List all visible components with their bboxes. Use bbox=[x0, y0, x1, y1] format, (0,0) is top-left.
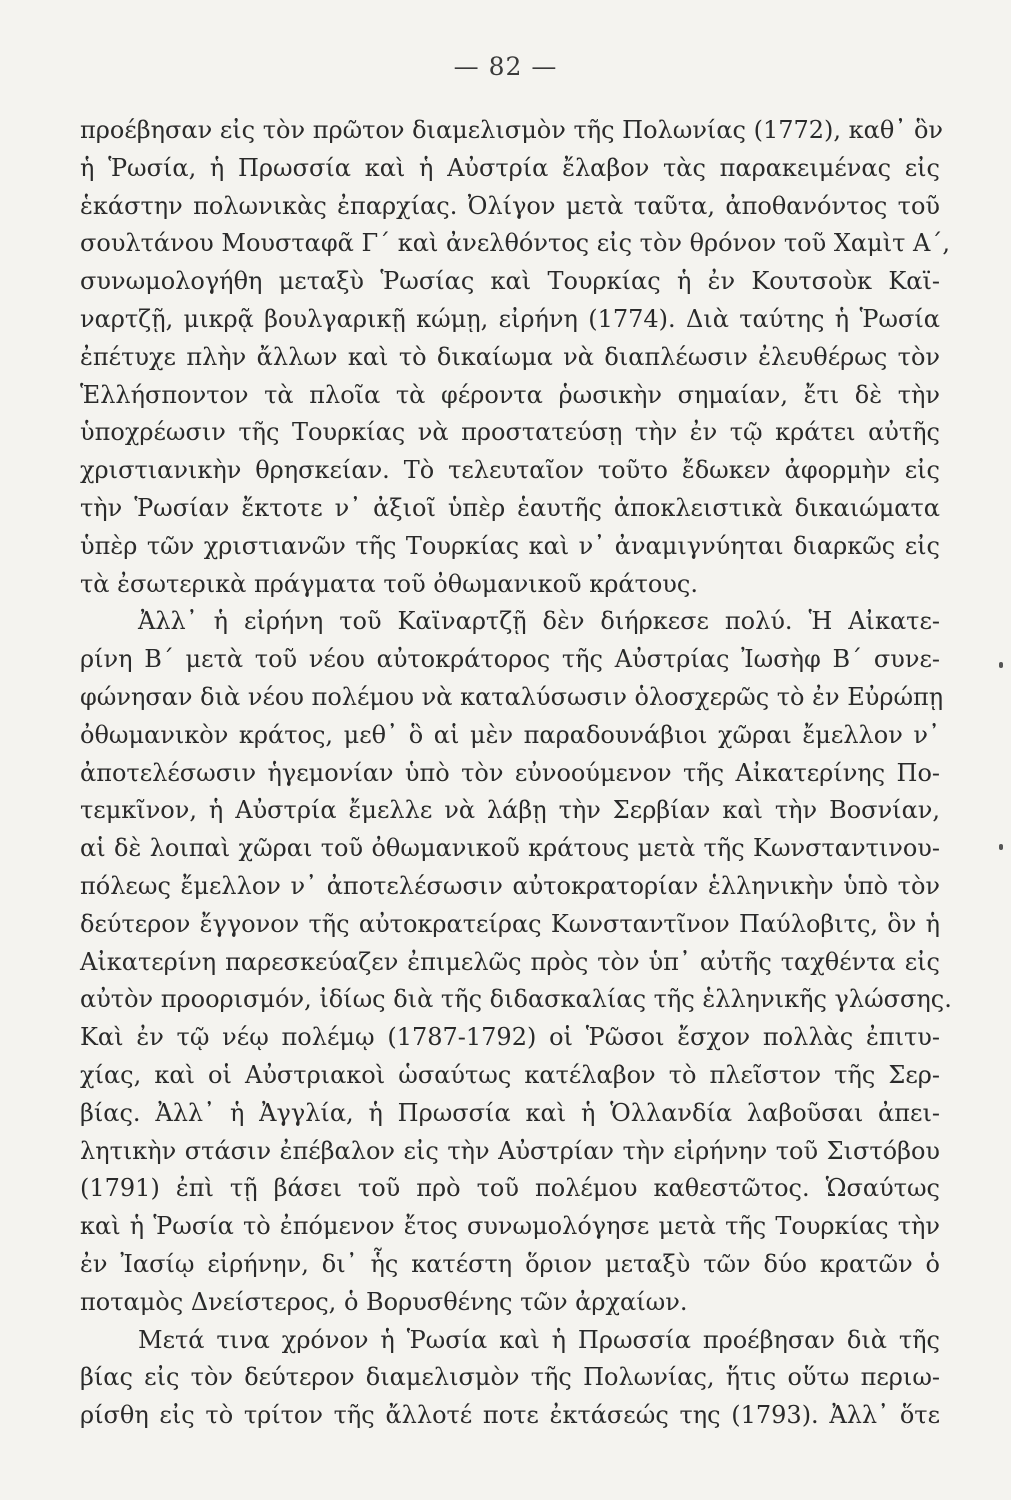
text-line: ἐπέτυχε πλὴν ἄλλων καὶ τὸ δικαίωμα νὰ διαπλέωσιν ἐλευθέρως τὸν bbox=[80, 342, 940, 371]
text-line: ὑπὲρ τῶν χριστιανῶν τῆς Τουρκίας καὶ ν᾽ ἀναμιγνύηται διαρκῶς εἰς bbox=[80, 531, 940, 560]
text-line: ὑποχρέωσιν τῆς Τουρκίας νὰ προστατεύσῃ τὴν ἐν τῷ κράτει αὐτῆς bbox=[80, 418, 940, 447]
text-line: χριστιανικὴν θρησκείαν. Τὸ τελευταῖον τοῦτο ἔδωκεν ἀφορμὴν εἰς bbox=[80, 456, 940, 485]
text-line: τὴν Ῥωσίαν ἔκτοτε ν᾽ ἀξιοῖ ὑπὲρ ἑαυτῆς ἀποκλειστικὰ δικαιώματα bbox=[80, 493, 940, 522]
text-line: φώνησαν διὰ νέου πολέμου νὰ καταλύσωσιν ὁλοσχερῶς τὸ ἐν Εὐρώπῃ bbox=[80, 682, 944, 711]
text-line: ρίνη Β΄ μετὰ τοῦ νέου αὐτοκράτορος τῆς Αὐστρίας Ἰωσὴφ Β΄ συνε- bbox=[80, 645, 940, 674]
text-line: Ἀλλ᾽ ἡ εἰρήνη τοῦ Καϊναρτζῇ δὲν διήρκεσε πολύ. Ἡ Αἰκατε- bbox=[138, 607, 940, 636]
text-line: λητικὴν στάσιν ἐπέβαλον εἰς τὴν Αὐστρίαν τὴν εἰρήνην τοῦ Σιστόβου bbox=[80, 1136, 940, 1165]
scan-speck bbox=[999, 844, 1003, 850]
page-number: — 82 — bbox=[453, 52, 558, 81]
scan-speck bbox=[999, 662, 1003, 668]
text-line: ρίσθη εἰς τὸ τρίτον τῆς ἄλλοτέ ποτε ἐκτάσεώς της (1793). Ἀλλ᾽ ὅτε bbox=[80, 1401, 940, 1430]
text-line: χίας, καὶ οἱ Αὐστριακοὶ ὡσαύτως κατέλαβον τὸ πλεῖστον τῆς Σερ- bbox=[80, 1060, 940, 1089]
text-line: συνωμολογήθη μεταξὺ Ῥωσίας καὶ Τουρκίας ἡ ἐν Κουτσοὺκ Καϊ- bbox=[80, 267, 940, 296]
text-line: προέβησαν εἰς τὸν πρῶτον διαμελισμὸν τῆς Πολωνίας (1772), καθ᾽ ὃν bbox=[80, 116, 944, 144]
text-line: δεύτερον ἔγγονον τῆς αὐτοκρατείρας Κωνσταντῖνον Παύλοβιτς, ὃν ἡ bbox=[80, 909, 940, 938]
text-line: Μετά τινα χρόνον ἡ Ῥωσία καὶ ἡ Πρωσσία προέβησαν διὰ τῆς bbox=[138, 1325, 940, 1354]
text-line: αἱ δὲ λοιπαὶ χῶραι τοῦ ὀθωμανικοῦ κράτους μετὰ τῆς Κωνσταντινου- bbox=[80, 834, 940, 863]
text-line: βίας εἰς τὸν δεύτερον διαμελισμὸν τῆς Πολωνίας, ἥτις οὕτω περιω- bbox=[80, 1363, 940, 1392]
text-line: ναρτζῇ, μικρᾷ βουλγαρικῇ κώμῃ, εἰρήνη (1774). Διὰ ταύτης ἡ Ῥωσία bbox=[80, 304, 940, 333]
text-line: Καὶ ἐν τῷ νέῳ πολέμῳ (1787-1792) οἱ Ῥῶσοι ἔσχον πολλὰς ἐπιτυ- bbox=[80, 1023, 940, 1052]
text-line: καὶ ἡ Ῥωσία τὸ ἐπόμενον ἔτος συνωμολόγησε μετὰ τῆς Τουρκίας τὴν bbox=[80, 1212, 940, 1241]
text-line: ἀποτελέσωσιν ἡγεμονίαν ὑπὸ τὸν εὐνοούμενον τῆς Αἰκατερίνης Πο- bbox=[80, 758, 940, 787]
text-line: ἡ Ῥωσία, ἡ Πρωσσία καὶ ἡ Αὐστρία ἔλαβον τὰς παρακειμένας εἰς bbox=[80, 153, 940, 182]
text-line: ὀθωμανικὸν κράτος, μεθ᾽ ὃ αἱ μὲν παραδουνάβιοι χῶραι ἔμελλον ν᾽ bbox=[80, 720, 940, 749]
text-line: τεμκῖνον, ἡ Αὐστρία ἔμελλε νὰ λάβῃ τὴν Σερβίαν καὶ τὴν Βοσνίαν, bbox=[80, 796, 940, 825]
text-line: ἑκάστην πολωνικὰς ἐπαρχίας. Ὀλίγον μετὰ ταῦτα, ἀποθανόντος τοῦ bbox=[80, 191, 940, 220]
text-line: Αἰκατερίνη παρεσκεύαζεν ἐπιμελῶς πρὸς τὸν ὑπ᾽ αὐτῆς ταχθέντα εἰς bbox=[80, 947, 940, 976]
text-line: ἐν Ἰασίῳ εἰρήνην, δι᾽ ἧς κατέστη ὅριον μεταξὺ τῶν δύο κρατῶν ὁ bbox=[80, 1249, 940, 1278]
text-line: ποταμὸς Δνείστερος, ὁ Βορυσθένης τῶν ἀρχαίων. bbox=[80, 1287, 688, 1316]
text-line: σουλτάνου Μουσταφᾶ Γ΄ καὶ ἀνελθόντος εἰς τὸν θρόνον τοῦ Χαμὶτ Α΄, bbox=[80, 229, 950, 258]
body-text bbox=[80, 112, 952, 1435]
text-line: (1791) ἐπὶ τῇ βάσει τοῦ πρὸ τοῦ πολέμου καθεστῶτος. Ὡσαύτως bbox=[80, 1174, 940, 1203]
text-line: πόλεως ἔμελλον ν᾽ ἀποτελέσωσιν αὐτοκρατορίαν ἑλληνικὴν ὑπὸ τὸν bbox=[80, 871, 940, 900]
text-line: τὰ ἐσωτερικὰ πράγματα τοῦ ὀθωμανικοῦ κράτους. bbox=[80, 569, 698, 598]
text-line: αὐτὸν προορισμόν, ἰδίως διὰ τῆς διδασκαλίας τῆς ἑλληνικῆς γλώσσης. bbox=[80, 985, 952, 1014]
text-line: βίας. Ἀλλ᾽ ἡ Ἀγγλία, ἡ Πρωσσία καὶ ἡ Ὁλλανδία λαβοῦσαι ἀπει- bbox=[80, 1098, 940, 1127]
text-line: Ἑλλήσποντον τὰ πλοῖα τὰ φέροντα ῥωσικὴν σημαίαν, ἔτι δὲ τὴν bbox=[80, 380, 940, 409]
